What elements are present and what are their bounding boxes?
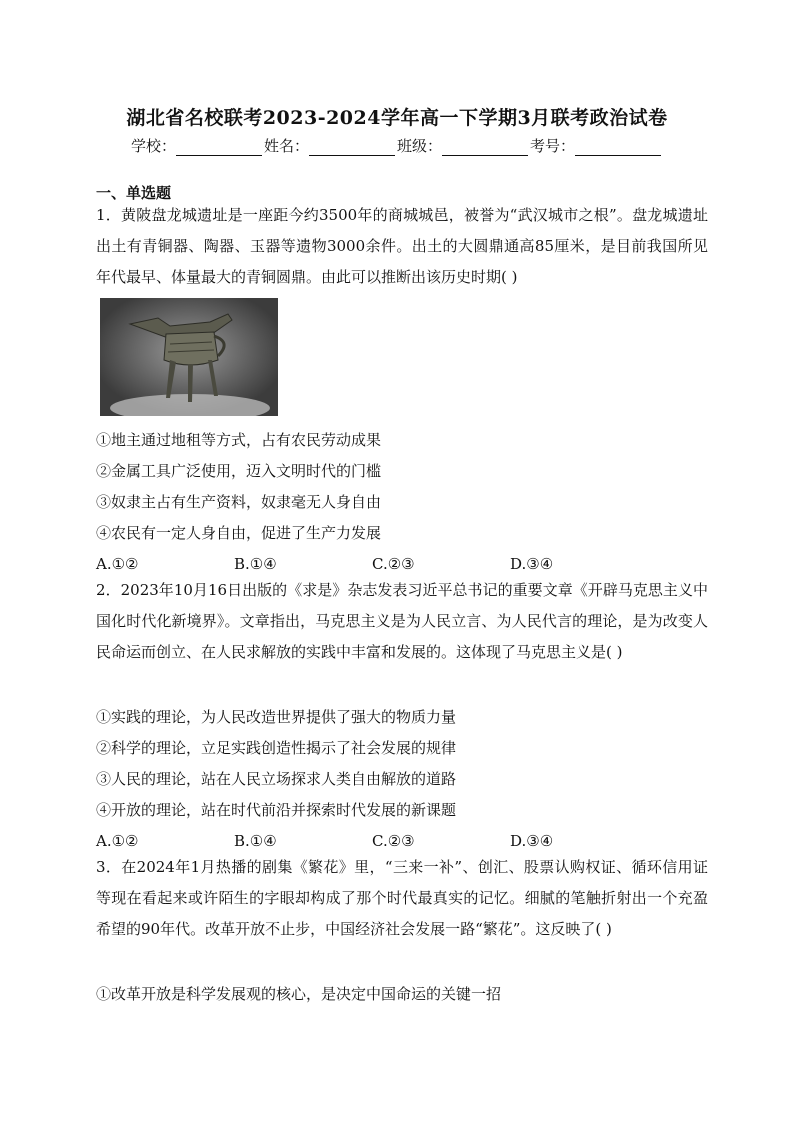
question-1-option-4: ④农民有一定人身自由，促进了生产力发展 xyxy=(96,524,382,542)
question-1-stem: 1．黄陂盘龙城遗址是一座距今约3500年的商城城邑，被誉为“武汉城市之根”。盘龙城遗址出土有青铜器、陶器、玉器等遗物3000余件。出土的大圆鼎通高85厘米，是目前我国所见年代最早、体量最大的青铜圆鼎。由此可以推断出该历史时期( ) xyxy=(96,206,708,286)
exam-number-field[interactable]: 考号： xyxy=(530,135,663,156)
school-field[interactable]: 学校： xyxy=(131,135,264,156)
question-2-option-4: ④开放的理论，站在时代前沿并探索时代发展的新课题 xyxy=(96,801,457,819)
question-2-option-2: ②科学的理论，立足实践创造性揭示了社会发展的规律 xyxy=(96,739,457,757)
bronze-vessel-photo xyxy=(100,298,278,416)
section-heading: 一、单选题 xyxy=(96,184,172,202)
exam-title: 湖北省名校联考2023-2024学年高一下学期3月联考政治试卷 xyxy=(126,107,668,129)
choice-d[interactable]: D.③④ xyxy=(510,555,554,573)
question-1-choices xyxy=(96,554,648,574)
question-3-stem: 3．在2024年1月热播的剧集《繁花》里，“三来一补”、创汇、股票认购权证、循环信用证等现在看起来或许陌生的字眼却构成了那个时代最真实的记忆。细腻的笔触折射出一个充盈希望的90年代。改革开放不止步，中国经济社会发展一路“繁花”。这反映了( ) xyxy=(96,858,708,938)
class-blank[interactable] xyxy=(442,141,528,156)
question-2-choices xyxy=(96,831,648,851)
name-field[interactable]: 姓名： xyxy=(264,135,397,156)
choice-b[interactable]: B.①④ xyxy=(234,555,277,573)
bronze-vessel-icon xyxy=(100,298,278,416)
choice-a[interactable]: A.①② xyxy=(96,555,139,573)
class-field[interactable]: 班级： xyxy=(397,135,530,156)
choice-d[interactable]: D.③④ xyxy=(510,832,554,850)
question-2-option-3: ③人民的理论，站在人民立场探求人类自由解放的道路 xyxy=(96,770,457,788)
question-3-option-1: ①改革开放是科学发展观的核心，是决定中国命运的关键一招 xyxy=(96,985,502,1003)
exam-number-blank[interactable] xyxy=(575,141,661,156)
question-2-option-1: ①实践的理论，为人民改造世界提供了强大的物质力量 xyxy=(96,708,457,726)
name-blank[interactable] xyxy=(309,141,395,156)
question-1-option-2: ②金属工具广泛使用，迈入文明时代的门槛 xyxy=(96,462,382,480)
question-2-stem: 2．2023年10月16日出版的《求是》杂志发表习近平总书记的重要文章《开辟马克思主义中国化时代化新境界》。文章指出，马克思主义是为人民立言、为人民代言的理论，是为改变人民命运而创立、在人民求解放的实践中丰富和发展的。这体现了马克思主义是( ) xyxy=(96,581,708,661)
choice-c[interactable]: C.②③ xyxy=(372,555,415,573)
choice-b[interactable]: B.①④ xyxy=(234,832,277,850)
school-blank[interactable] xyxy=(176,141,262,156)
question-1-option-3: ③奴隶主占有生产资料，奴隶毫无人身自由 xyxy=(96,493,382,511)
question-1-option-1: ①地主通过地租等方式，占有农民劳动成果 xyxy=(96,431,382,449)
choice-a[interactable]: A.①② xyxy=(96,832,139,850)
choice-c[interactable]: C.②③ xyxy=(372,832,415,850)
student-info-row xyxy=(0,135,794,156)
